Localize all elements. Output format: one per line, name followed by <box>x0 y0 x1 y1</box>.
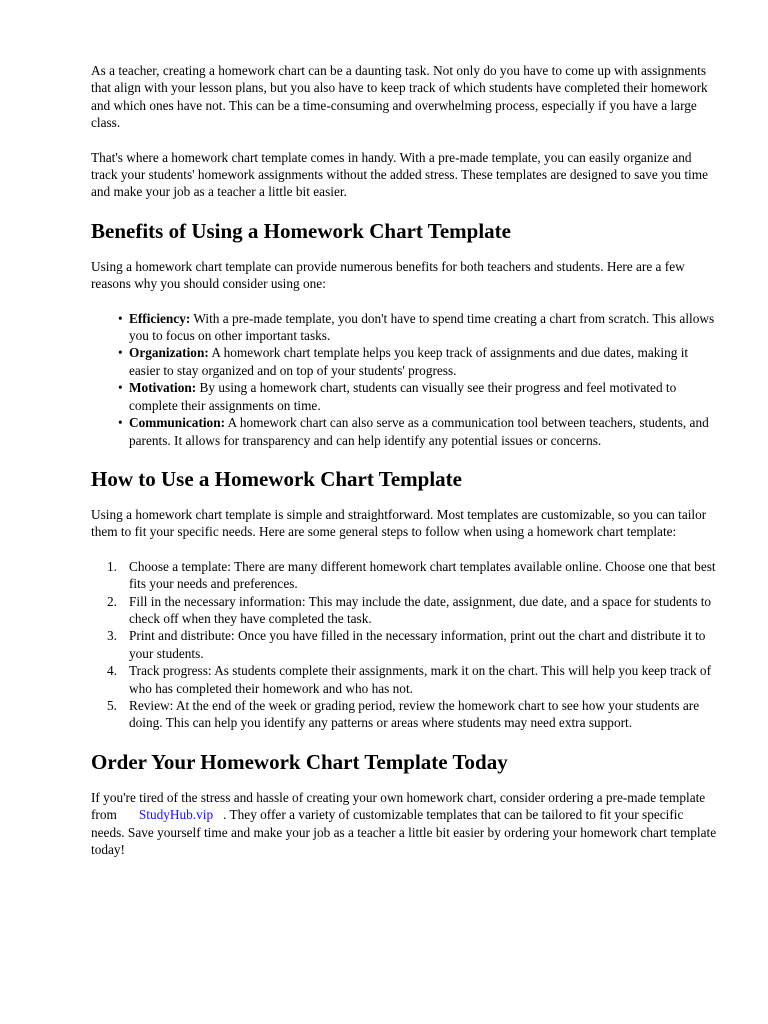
bullet-icon: • <box>118 345 123 361</box>
benefit-text: By using a homework chart, students can visually see their progress and feel motivated to complete their assignments on time. <box>129 380 677 413</box>
step-text: Track progress: As students complete their assignments, mark it on the chart. This will help you keep track of who has completed their homework and who has not. <box>129 663 711 696</box>
intro-paragraph-2: That's where a homework chart template comes in handy. With a pre-made template, you can easily organize and track your students' homework assignments without the added stress. These templates are designed to save you time and make your job as a teacher a little bit easier. <box>91 149 708 200</box>
step-number: 3. <box>107 628 117 644</box>
bullet-icon: • <box>118 415 123 431</box>
step-text: Review: At the end of the week or grading period, review the homework chart to see how your students are doing. This can help you identify any patterns or areas where students may need extra support. <box>129 697 700 731</box>
benefit-item-efficiency <box>118 310 720 345</box>
benefit-term: Motivation: <box>129 380 197 396</box>
benefits-list <box>91 310 720 449</box>
step-number: 2. <box>107 593 117 609</box>
benefits-heading: Benefits of Using a Homework Chart Template <box>91 218 511 243</box>
step-number: 1. <box>107 558 117 574</box>
benefit-term: Efficiency: <box>129 310 191 326</box>
step-item <box>107 662 720 697</box>
step-item <box>107 627 720 662</box>
order-text-before: If you're tired of the stress and hassle of creating your own homework chart, consider ordering a pre-made template from <box>91 789 706 823</box>
step-number: 4. <box>107 663 117 679</box>
howto-intro: Using a homework chart template is simple and straightforward. Most templates are customizable, so you can tailor them to fit your specific needs. Here are some general steps to follow when using a homework chart template: <box>91 506 707 540</box>
order-heading: Order Your Homework Chart Template Today <box>91 749 508 774</box>
benefits-intro: Using a homework chart template can provide numerous benefits for both teachers and students. Here are a few reasons why you should consider using one: <box>91 258 685 292</box>
step-text: Fill in the necessary information: This may include the date, assignment, due date, and a space for students to check off when they have completed the task. <box>129 593 712 626</box>
studyhub-link[interactable]: StudyHub.vip <box>138 807 214 823</box>
bullet-icon: • <box>118 380 123 396</box>
step-item <box>107 593 720 628</box>
benefit-term: Communication: <box>129 415 226 431</box>
bullet-icon: • <box>118 310 123 326</box>
order-text-after: . They offer a variety of customizable templates that can be tailored to fit your specific needs. Save yourself time and make your job as a teacher a little bit easier by ordering your homework chart template today! <box>91 807 717 857</box>
step-number: 5. <box>107 697 117 713</box>
steps-list <box>91 558 720 732</box>
step-text: Print and distribute: Once you have filled in the necessary information, print out the chart and distribute it to your students. <box>129 628 706 661</box>
intro-paragraph-1: As a teacher, creating a homework chart can be a daunting task. Not only do you have to come up with assignments that align with your lesson plans, but you also have to keep track of which students have completed their homework and which ones have not. This can be a time-consuming and overwhelming process, especially if you have a large class. <box>91 63 708 131</box>
benefit-text: A homework chart template helps you keep track of assignments and due dates, making it easier to stay organized and on top of your students' progress. <box>129 345 689 378</box>
howto-heading: How to Use a Homework Chart Template <box>91 466 462 491</box>
benefit-item-motivation <box>118 379 720 414</box>
step-item <box>107 558 720 593</box>
benefit-item-communication <box>118 414 720 449</box>
benefit-term: Organization: <box>129 345 209 361</box>
step-item <box>107 697 720 732</box>
order-paragraph <box>91 789 720 859</box>
benefit-item-organization <box>118 344 720 379</box>
benefit-text: With a pre-made template, you don't have to spend time creating a chart from scratch. This allows you to focus on other important tasks. <box>129 310 715 344</box>
step-text: Choose a template: There are many different homework chart templates available online. Choose one that best fits your needs and preferences. <box>129 558 716 592</box>
benefit-text: A homework chart can also serve as a communication tool between teachers, students, and parents. It allows for transparency and can help identify any potential issues or concerns. <box>129 415 709 448</box>
